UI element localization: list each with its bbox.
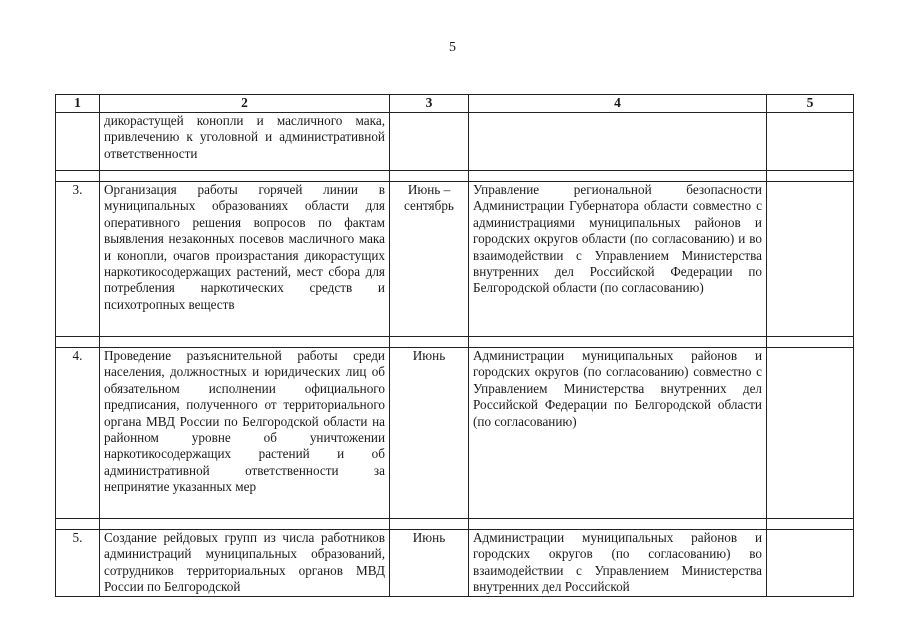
note-cell [767, 348, 854, 519]
note-cell [767, 182, 854, 337]
executor-cell: Администрации муниципальных районов и городских округов (по согласованию) во взаимодействии с Управлением Министерства внутренних дел Российской [469, 530, 767, 597]
row-number: 4. [56, 348, 100, 519]
table-row [56, 530, 854, 597]
row-spacer [56, 171, 854, 182]
measure-cell: Проведение разъяснительной работы среди населения, должностных и юридических лиц об обязательном исполнении официального предписания, полученного от территориального органа МВД России по Белгородской области на районном уровне об уничтожении наркотикосодержащих растений и об административной ответственности за непринятие указанных мер [100, 348, 390, 519]
column-header-5: 5 [767, 95, 854, 113]
row-spacer [56, 519, 854, 530]
table-row [56, 113, 854, 171]
measure-cell: дикорастущей конопли и масличного мака, привлечению к уголовной и административной ответственности [100, 113, 390, 171]
executor-cell: Администрации муниципальных районов и городских округов (по согласованию) совместно с Управлением Министерства внутренних дел Российской Федерации по Белгородской области (по согласованию) [469, 348, 767, 519]
column-header-1: 1 [56, 95, 100, 113]
note-cell [767, 530, 854, 597]
period-cell [390, 113, 469, 171]
table-header-row [56, 95, 854, 113]
column-header-2: 2 [100, 95, 390, 113]
row-number: 3. [56, 182, 100, 337]
row-number: 5. [56, 530, 100, 597]
table-row [56, 182, 854, 337]
period-cell: Июнь – сентябрь [390, 182, 469, 337]
page-number: 5 [449, 40, 456, 55]
note-cell [767, 113, 854, 171]
period-cell: Июнь [390, 348, 469, 519]
executor-cell [469, 113, 767, 171]
column-header-3: 3 [390, 95, 469, 113]
column-header-4: 4 [469, 95, 767, 113]
executor-cell: Управление региональной безопасности Администрации Губернатора области совместно с администрациями муниципальных районов и городских округов области (по согласованию) и во взаимодействии с Управлением Министерства внутренних дел Российской Федерации по Белгородской области (по согласованию) [469, 182, 767, 337]
table-row [56, 348, 854, 519]
measure-cell: Создание рейдовых групп из числа работников администраций муниципальных образований, сотрудников территориальных органов МВД России по Белгородской [100, 530, 390, 597]
measure-cell: Организация работы горячей линии в муниципальных образованиях области для оперативного решения вопросов по фактам выявления незаконных посевов масличного мака и конопли, очагов произрастания дикорастущих наркотикосодержащих растений, мест сбора для потребления наркотических средств и психотропных веществ [100, 182, 390, 337]
row-number [56, 113, 100, 171]
row-spacer [56, 337, 854, 348]
measures-table [55, 94, 854, 597]
period-cell: Июнь [390, 530, 469, 597]
